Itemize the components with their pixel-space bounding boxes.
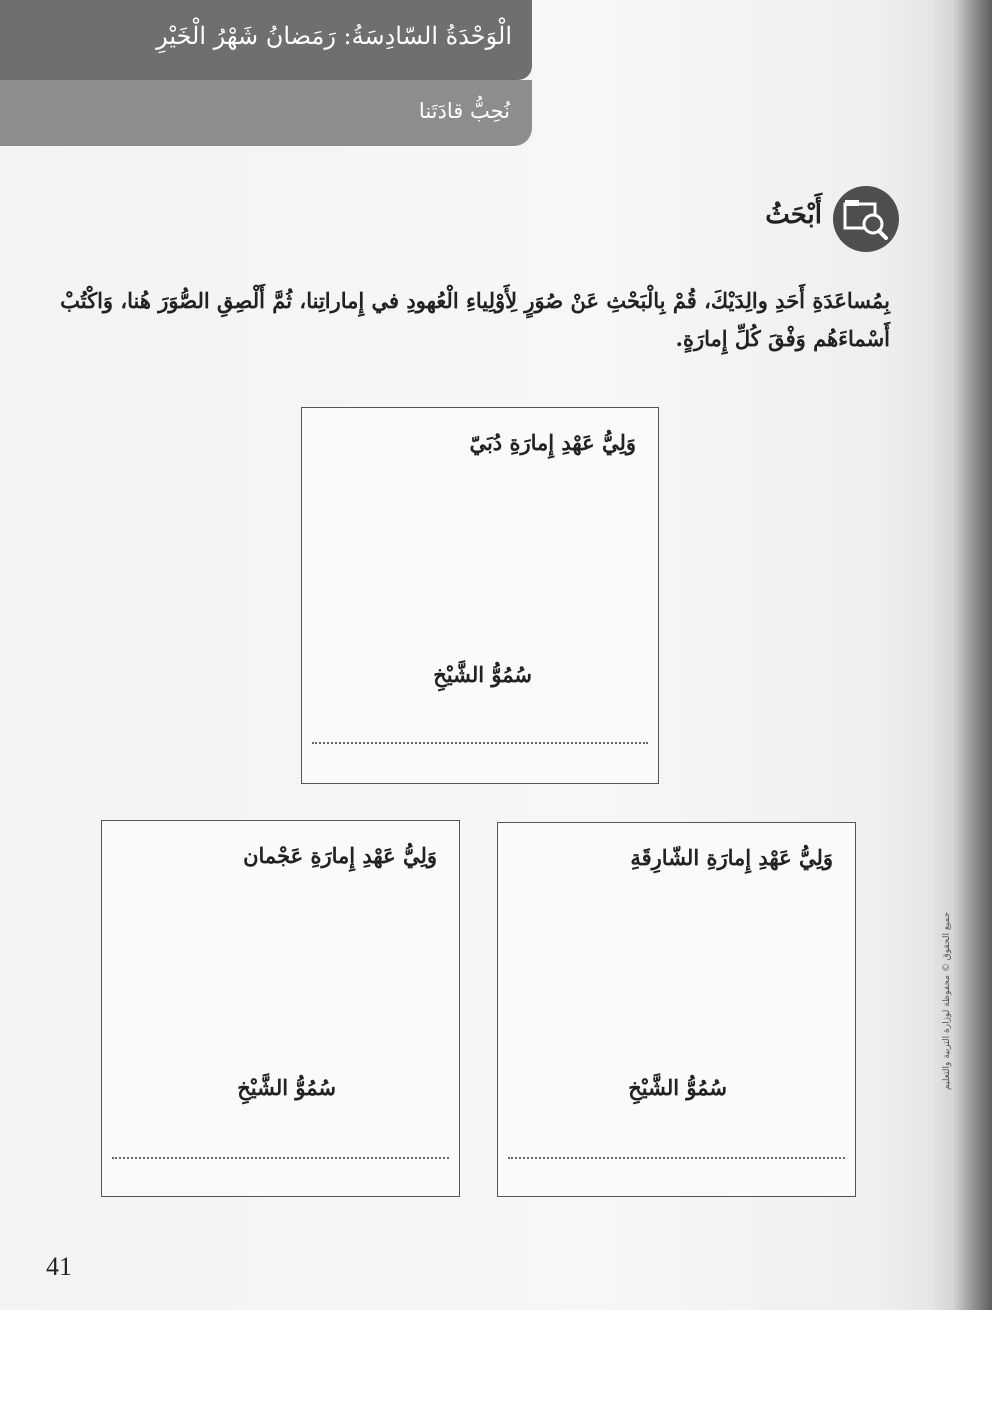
- sharjah-box-label: وَلِيُّ عَهْدِ إِمارَةِ الشّارِقَةِ: [630, 845, 833, 870]
- sharjah-name-prefix: سُمُوُّ الشَّيْخِ: [628, 1075, 727, 1100]
- search-icon: [833, 186, 899, 252]
- copyright-side-notice: [928, 310, 952, 1090]
- ajman-box-label: وَلِيُّ عَهْدِ إِمارَةِ عَجْمان: [243, 843, 437, 868]
- lesson-banner: [0, 80, 532, 146]
- activity-title: أَبْحَثُ: [765, 200, 822, 230]
- dubai-name-line[interactable]: [312, 742, 648, 744]
- lesson-title: نُحِبُّ قادَتَنا: [418, 99, 510, 123]
- unit-title: الْوَحْدَةُ السّادِسَةُ: رَمَضانُ شَهْرُ الْخَيْرِ: [156, 22, 512, 50]
- dubai-photo-box[interactable]: [301, 407, 659, 784]
- activity-instruction: بِمُساعَدَةِ أَحَدِ والِدَيْكَ، قُمْ بِالْبَحْثِ عَنْ صُوَرٍ لِأَوْلِياءِ الْعُهودِ في إِماراتِنا، ثُمَّ أَلْصِقِ الصُّوَرَ هُنا، وَاكْتُبْ أَسْماءَهُم وَفْقَ كُلِّ إِمارَةٍ.: [60, 288, 890, 351]
- copyright-text: جميع الحقوق © محفوظة لوزارة التربية والتعليم: [942, 911, 952, 1090]
- book-spine: [952, 0, 992, 1310]
- sharjah-name-line[interactable]: [508, 1157, 845, 1159]
- dubai-name-prefix: سُمُوُّ الشَّيْخِ: [433, 662, 532, 687]
- ajman-name-prefix: سُمُوُّ الشَّيْخِ: [237, 1075, 336, 1100]
- bottom-margin: [0, 1310, 992, 1402]
- sharjah-photo-box[interactable]: [497, 822, 856, 1197]
- page-number: 41: [46, 1252, 72, 1281]
- ajman-name-line[interactable]: [112, 1157, 449, 1159]
- dubai-box-label: وَلِيُّ عَهْدِ إِمارَةِ دُبَيّ: [469, 430, 636, 455]
- unit-banner: [0, 0, 532, 80]
- ajman-photo-box[interactable]: [101, 820, 460, 1197]
